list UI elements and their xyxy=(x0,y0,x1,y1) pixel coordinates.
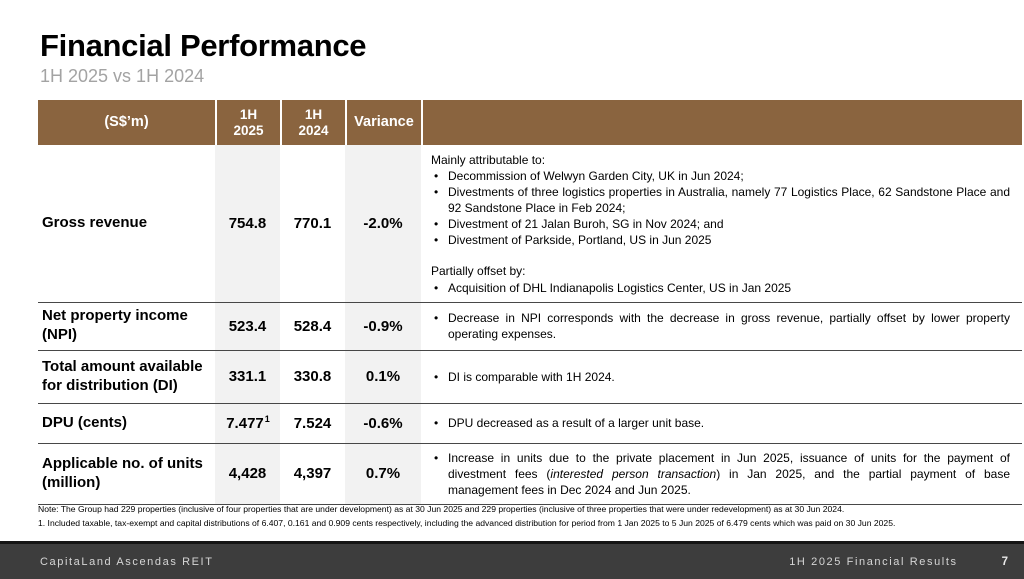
header-1h2024-line1: 1H xyxy=(304,106,323,122)
comment-spacer xyxy=(431,248,1010,263)
list-item: • DPU decreased as a result of a larger unit base. xyxy=(431,415,1010,431)
list-item: • Decrease in NPI corresponds with the decrease in gross revenue, partially offset by lower property operating expenses. xyxy=(431,310,1010,342)
value-1h2025: 7.477 $^1$ xyxy=(215,404,280,443)
value-1h2024: 7.524 xyxy=(293,414,332,432)
footer-brand: CapitaLand Ascendas REIT xyxy=(40,555,214,568)
footnote-general: Note: The Group had 229 properties (inclusive of four properties that are under development) as at 30 Jun 2025 and 229 properties (inclusive of three properties that were under redevelopment) as at 30 Jun 2024. xyxy=(38,504,845,514)
comment-cell xyxy=(421,444,1022,504)
header-cell-comments xyxy=(421,100,1022,145)
table-header-row xyxy=(38,100,1022,145)
row-label: Applicable no. of units (million) xyxy=(42,454,203,491)
header-cell-currency xyxy=(38,100,215,145)
header-cell-1h2024 xyxy=(280,100,345,145)
header-cell-1h2025 xyxy=(215,100,280,145)
list-item: • DI is comparable with 1H 2024. xyxy=(431,369,1010,385)
comment-text-post: ) in Jan 2025, and the partial payment of base management fees in Dec 2024 and Jun 2025. xyxy=(448,466,1010,497)
header-1h2025-line2: 2025 xyxy=(233,122,264,138)
comment-cell xyxy=(421,145,1022,302)
page-subtitle: 1H 2025 vs 1H 2024 xyxy=(40,66,205,86)
page-title: Financial Performance xyxy=(40,28,367,63)
comment-text-italic: interested person transaction xyxy=(550,466,717,481)
list-item: • Acquisition of DHL Indianapolis Logistics Center, US in Jan 2025 xyxy=(431,280,1010,296)
value-1h2024: 528.4 xyxy=(293,317,332,335)
row-label: Net property income (NPI) xyxy=(42,307,188,344)
comment-offset-intro: Partially offset by: xyxy=(431,264,526,279)
footnotes xyxy=(38,503,1022,531)
footer-deck-title: 1H 2025 Financial Results xyxy=(789,555,958,568)
financial-table xyxy=(38,100,1022,505)
value-1h2024: 330.8 xyxy=(293,368,332,386)
list-item: • Divestment of 21 Jalan Buroh, SG in Nov 2024; and xyxy=(431,216,1010,232)
variance-value: -0.6% xyxy=(345,404,421,443)
list-item: • Divestments of three logistics properties in Australia, namely 77 Logistics Place, 62 Sandstone Place and 92 Sandstone Place in Feb 2024; xyxy=(431,184,1010,216)
value-1h2025: 523.4 xyxy=(215,303,280,350)
variance-value: 0.1% xyxy=(345,351,421,403)
value-1h2025: 331.1 xyxy=(215,351,280,403)
header-cell-variance xyxy=(345,100,421,145)
footnote-1: 1. Included taxable, tax-exempt and capital distributions of 6.407, 0.161 and 0.909 cents respectively, including the advanced distribution for period from 1 Jan 2025 to 5 Jun 2025 of 6.479 cents which was paid on 30 Jun 2025. xyxy=(38,517,896,528)
variance-value: -2.0% xyxy=(345,145,421,302)
value-1h2024: 770.1 xyxy=(293,214,332,232)
header-1h2025-line1: 1H xyxy=(239,106,258,122)
list-item: • Divestment of Parkside, Portland, US in Jun 2025 xyxy=(431,232,1010,248)
header-1h2024-line2: 2024 xyxy=(298,122,329,138)
row-label: Gross revenue xyxy=(42,213,148,231)
table-row-units xyxy=(38,444,1022,505)
value-1h2025: 4,428 xyxy=(215,444,280,504)
comment-text-pre: Increase in units due to the private placement in Jun 2025, issuance of units for the payment of divestment fees ( xyxy=(448,450,1010,481)
header-variance-label: Variance xyxy=(354,114,414,131)
variance-value: 0.7% xyxy=(345,444,421,504)
row-label: Total amount available for distribution (DI) xyxy=(42,357,203,394)
list-item: • Decommission of Welwyn Garden City, UK in Jun 2024; xyxy=(431,168,1010,184)
table-row-npi xyxy=(38,303,1022,351)
comment-cell xyxy=(421,351,1022,403)
value-1h2025: 754.8 xyxy=(215,145,280,302)
row-label: DPU (cents) xyxy=(42,413,128,431)
footer-right xyxy=(789,556,1008,568)
slide-footer xyxy=(0,541,1024,579)
dpu-2025-value: 7.477 xyxy=(226,414,264,432)
table-row-dpu xyxy=(38,404,1022,444)
variance-value: -0.9% xyxy=(345,303,421,350)
table-row-gross-revenue xyxy=(38,145,1022,303)
comment-cell xyxy=(421,404,1022,443)
footer-page-number: 7 xyxy=(1001,555,1008,568)
header-currency-label: (S$’m) xyxy=(104,114,149,131)
table-row-distribution xyxy=(38,351,1022,404)
comment-cell xyxy=(421,303,1022,350)
comment-intro: Mainly attributable to: xyxy=(431,153,546,167)
value-1h2024: 4,397 xyxy=(293,465,332,483)
list-item xyxy=(431,450,1010,498)
